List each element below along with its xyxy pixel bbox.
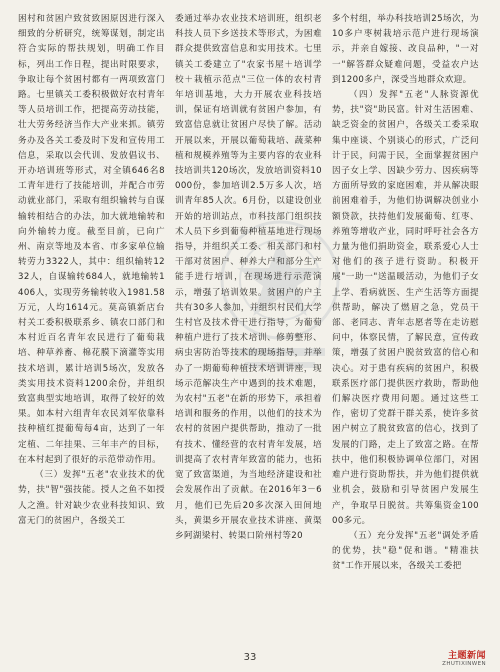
text-column-3 (332, 12, 479, 644)
column-3-paragraph-1: 多个村组，举办科技培训25场次，为10多户枣树栽培示范户进行现场演示，并亲自嫁接、改良品种，"一对一"解答群众疑难问题，受益农户达到1200多户，深受当地群众欢迎。 (332, 14, 479, 85)
column-1-paragraph-2: （三）发挥"五老"农业技术的优势，扶"智"强技能。授人之鱼不如授人之渔。针对缺少农业科技知识、致富无门的贫困户，各级关工 (18, 470, 165, 526)
page-number: 33 (243, 652, 257, 663)
section-logo (442, 648, 486, 667)
column-3-paragraph-3: （五）充分发挥"五老"调处矛盾的优势，扶"稳"促和谐。"精准扶贫"工作开展以来，各级关工委把 (332, 530, 479, 572)
column-1-paragraph-1: 困村和贫困户致贫致困原因进行深入细致的分析研究，统筹谋划，制定出符合实际的帮扶规划，明确工作目标，列出工作日程，提出时限要求，争取让每个贫困村都有一两项致富门路。七里镇关工委积极做好农村青年等人员培训工作，把提高劳动技能，壮大劳务经济当作大产业来抓。镇劳务办及各关工委及时下发和宣传用工信息，采取以会代训、发放倡议书、开办培训班等形式，对全镇646名8工青年进行了技能培训，并配合市劳动就业部门，采取有组织输转与自谋输转相结合的办法，加大就地输转和向外输转力度。截至目前，已向广州、南京等地及本省、市多家单位输转劳力3322人，其中：组织输转1232人，自谋输转684人，就地输转1406人，实现劳务输转收入1981.58万元，人均1614元。莫高镇新店台村关工委积极联系乡、镇农口部门和本村近百名青年农民进行了葡萄栽培、种草养畜、棉花膜下滴灌等实用技术培训，累计培训5场次，发放各类实用技术资料1200余份，并组织致富典型实地培训，取得了较好的效果。如本村六组青年农民刘军依靠科技种植红提葡萄每4亩，达到了一年定植、二年挂果、三年丰产的目标，在本村起到了很好的示范带动作用。 (18, 14, 165, 465)
column-3-paragraph-2: （四）发挥"五老"人脉资源优势，扶"资"助民富。针对生活困难、缺乏资金的贫困户，各级关工委采取集中座谈、个别谈心的形式，广泛问计于民，问需于民，全面掌握贫困户因子女上学、因缺少劳力、因疾病等方面所导致的家庭困难，并从解决眼前困难着手，为他们协调解决创业小额贷款，扶持他们发展葡萄、红枣、养殖等增收产业，同时呼吁社会各方力量为他们捐助资金，联系爱心人士对他们的孩子进行资助。积极开展"一助一"送温暖活动，为他们子女上学、看病就医、生产生活等方面提供帮助，解决了燃眉之急，党员干部、老同志、青年志愿者等在走访慰问中，体察民情，了解民意，宣传政策，增强了贫困户脱贫致富的信心和决心。对于患有疾病的贫困户，积极联系医疗部门提供医疗救助，帮助他们解决医疗费用问题。通过这些工作，密切了党群干群关系，使许多贫困户树立了脱贫致富的信心，找到了发展的门路，走上了致富之路。在帮扶中，他们积极协调单位部门，对困难户进行资助帮扶，并为他们提供就业机会，鼓励和引导贫困户发展生产，争取早日脱贫。共筹集资金10000多元。 (332, 90, 479, 526)
text-column-1 (18, 12, 165, 644)
text-column-2 (175, 12, 322, 644)
logo-subtitle: ZHUTIXINWEN (442, 661, 486, 667)
logo-title: 主题新闻 (447, 651, 486, 661)
column-2-paragraph-1: 委通过举办农业技术培训班，组织老科技人员下乡送技术等形式，为困难群众提供致富信息和实用技术。七里镇关工委建立了"农家书屋＋培训学校＋栽植示范点"三位一体的农村青年培训基地，大力开展农业科技培训，保证有培训就有贫困户参加，有致富信息就让贫困户尽快了解。活动开展以来，开展以葡萄栽培、蔬菜种植和规模养殖等为主要内容的农业科技培训共120场次，发放培训资料10000份，参加培训2.5万多人次，培训青年85人次。6月份，以建设创业开始的培训站点，市科技部门组织技术人员下乡到葡萄种植基地进行现场指导，并组织关工委、相关部门和村干部对贫困户、种养大户和部分生产能手进行培训，在现场进行示范演示，增强了培训效果。贫困户的户主共有30多人参加，并组织村民们大学生村官及技术骨干进行指导，为葡萄种植户进行了技术培训、修剪整形、病虫害防治等技术的现场指导，并举办了一期葡萄种植技术培训讲座，现场示范解决生产中遇到的技术难题，为农村"五老"在新的形势下，承担着培训和服务的作用，以他们的技术为农村的贫困户提供帮助，推动了一批有技术、懂经营的农村青年发展，培训提高了农村青年致富的能力，也拓宽了致富渠道，为当地经济建设和社会发展作出了贡献。在2016年3－6月，他们已先后20多次深入田间地头，黄渠乡开展农业技术讲座、黄渠乡阿湖梁村、转渠口阶州村等20 (175, 14, 322, 541)
